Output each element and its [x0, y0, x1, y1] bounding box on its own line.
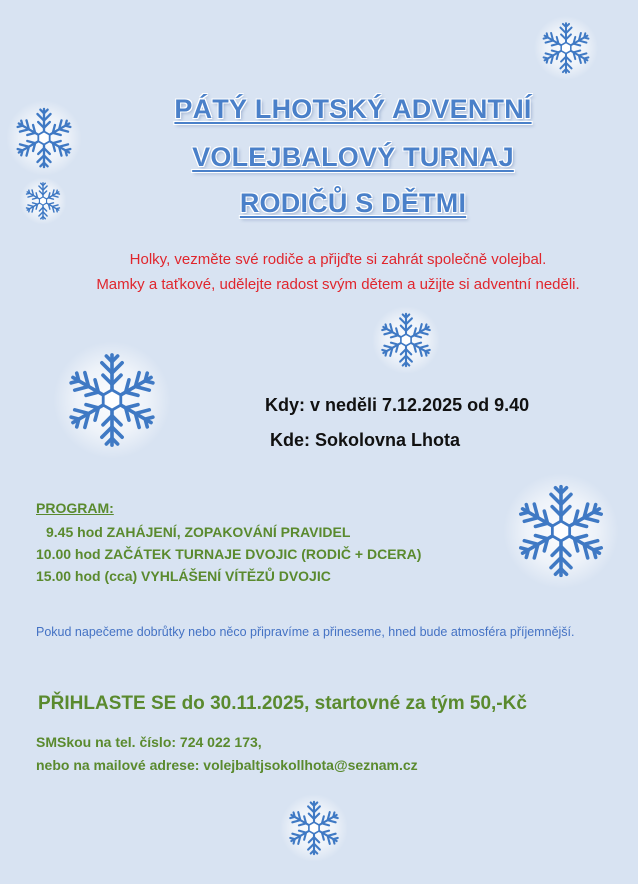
event-when: Kdy: v neděli 7.12.2025 od 9.40	[265, 395, 530, 415]
title-line-3: RODIČŮ S DĚTMI	[239, 188, 467, 218]
intro-line-1: Holky, vezměte své rodiče a přijďte si zahrát společně volejbal.	[129, 251, 547, 268]
title-line-1: PÁTÝ LHOTSKÝ ADVENTNÍ	[174, 94, 532, 124]
event-where: Kde: Sokolovna Lhota	[270, 430, 461, 450]
title-line-2: VOLEJBALOVÝ TURNAJ	[192, 142, 514, 172]
program-item: 15.00 hod (cca) VYHLÁŠENÍ VÍTĚZŮ DVOJIC	[36, 568, 331, 584]
snowflake-icon	[50, 338, 174, 462]
snowflake-icon	[370, 304, 442, 376]
snowflake-icon	[278, 792, 350, 864]
contact-email: nebo na mailové adrese: volejbaltjsokollhota@seznam.cz	[36, 757, 418, 773]
program-heading: PROGRAM:	[36, 500, 114, 516]
note-text: Pokud napečeme dobrůtky nebo něco připravíme a přineseme, hned bude atmosféra příjemnější.	[36, 625, 575, 639]
signup-text: PŘIHLASTE SE do 30.11.2025, startovné za tým 50,-Kč	[38, 693, 527, 714]
program-item: 10.00 hod ZAČÁTEK TURNAJE DVOJIC (RODIČ + DCERA)	[36, 546, 422, 562]
contact-sms: SMSkou na tel. číslo: 724 022 173,	[36, 734, 262, 750]
snowflake-icon	[500, 470, 622, 592]
program-item: 9.45 hod ZAHÁJENÍ, ZOPAKOVÁNÍ PRAVIDEL	[46, 524, 351, 540]
snowflake-icon	[532, 14, 600, 82]
intro-line-2: Mamky a taťkové, udělejte radost svým dětem a užijte si adventní neděli.	[96, 276, 580, 293]
